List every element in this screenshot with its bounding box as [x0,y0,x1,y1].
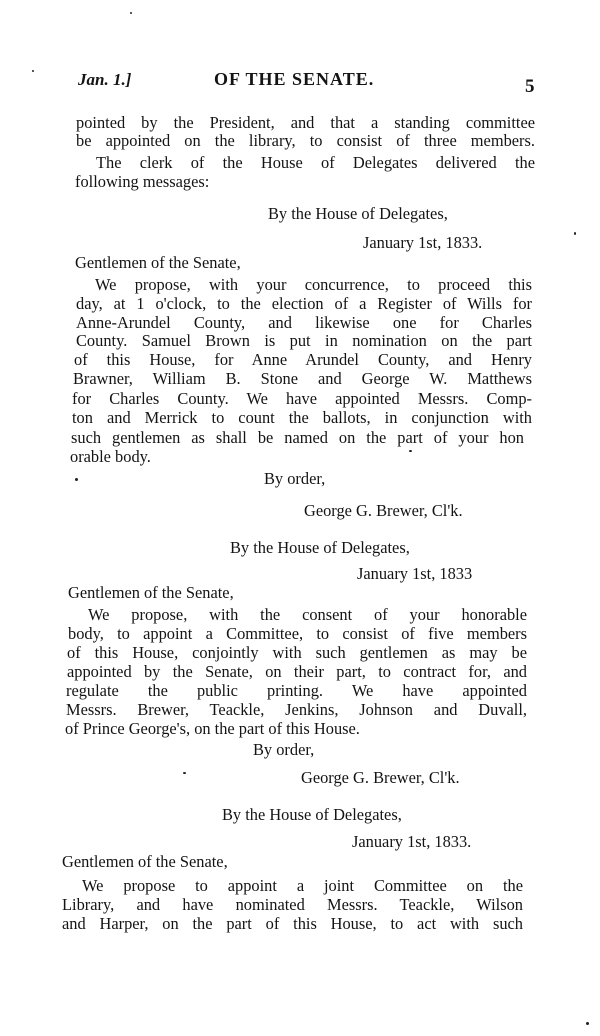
text-line: for Charles County. We have appointed Messrs. Comp- [72,389,532,408]
text-line: Library, and have nominated Messrs. Teackle, Wilson [62,895,523,914]
text-line: ton and Merrick to count the ballots, in conjunction with [72,408,532,427]
message-salutation: Gentlemen of the Senate, [68,583,234,602]
text-line: of this House, for Anne Arundel County, and Henry [74,350,532,369]
text-line: Messrs. Brewer, Teackle, Jenkins, Johnson and Duvall, [66,700,527,719]
scan-speck [130,12,132,14]
message-signature: George G. Brewer, Cl'k. [301,768,460,787]
message-order: By order, [253,740,315,759]
text-line: We propose, with your concurrence, to proceed this [95,275,532,294]
running-header-title: OF THE SENATE. [214,69,375,89]
text-line: appointed by the Senate, on their part, to contract for, and [67,662,527,681]
message-from: By the House of Delegates, [268,204,448,223]
text-line: and Harper, on the part of this House, to act with such [62,914,523,933]
message-salutation: Gentlemen of the Senate, [75,253,241,272]
text-line: body, to appoint a Committee, to consist of five members [68,624,527,643]
message-from: By the House of Delegates, [230,538,410,557]
message-order: By order, [264,469,326,488]
message-salutation: Gentlemen of the Senate, [62,852,228,871]
scan-speck [409,450,412,452]
text-line: be appointed on the library, to consist of three members. [76,131,535,150]
page-number: 5 [525,76,535,97]
scan-speck [75,478,78,481]
scan-speck [586,1022,589,1025]
text-line: Anne-Arundel County, and likewise one for Charles [76,313,532,332]
message-from: By the House of Delegates, [222,805,402,824]
text-line: of Prince George's, on the part of this House. [65,719,360,738]
message-date: January 1st, 1833. [363,233,483,252]
text-line: of this House, conjointly with such gentlemen as may be [67,643,527,662]
message-date: January 1st, 1833. [352,832,472,851]
text-line: We propose, with the consent of your honorable [88,605,527,624]
text-line: following messages: [75,172,210,191]
message-signature: George G. Brewer, Cl'k. [304,501,463,520]
text-line: Brawner, William B. Stone and George W. Matthews [73,369,532,388]
scan-speck [183,772,186,774]
text-line: The clerk of the House of Delegates delivered the [96,153,535,172]
text-line: County. Samuel Brown is put in nomination on the part [76,331,532,350]
text-line: orable body. [70,447,151,466]
text-line: regulate the public printing. We have appointed [66,681,527,700]
scan-speck [32,70,34,72]
message-date: January 1st, 1833 [357,564,473,583]
text-line: pointed by the President, and that a standing committee [76,113,535,132]
running-header-date: Jan. 1.] [78,70,132,89]
text-line: day, at 1 o'clock, to the election of a Register of Wills for [76,294,532,313]
text-line: We propose to appoint a joint Committee on the [82,876,523,895]
scan-speck [574,232,576,235]
text-line: such gentlemen as shall be named on the part of your hon [71,428,524,447]
